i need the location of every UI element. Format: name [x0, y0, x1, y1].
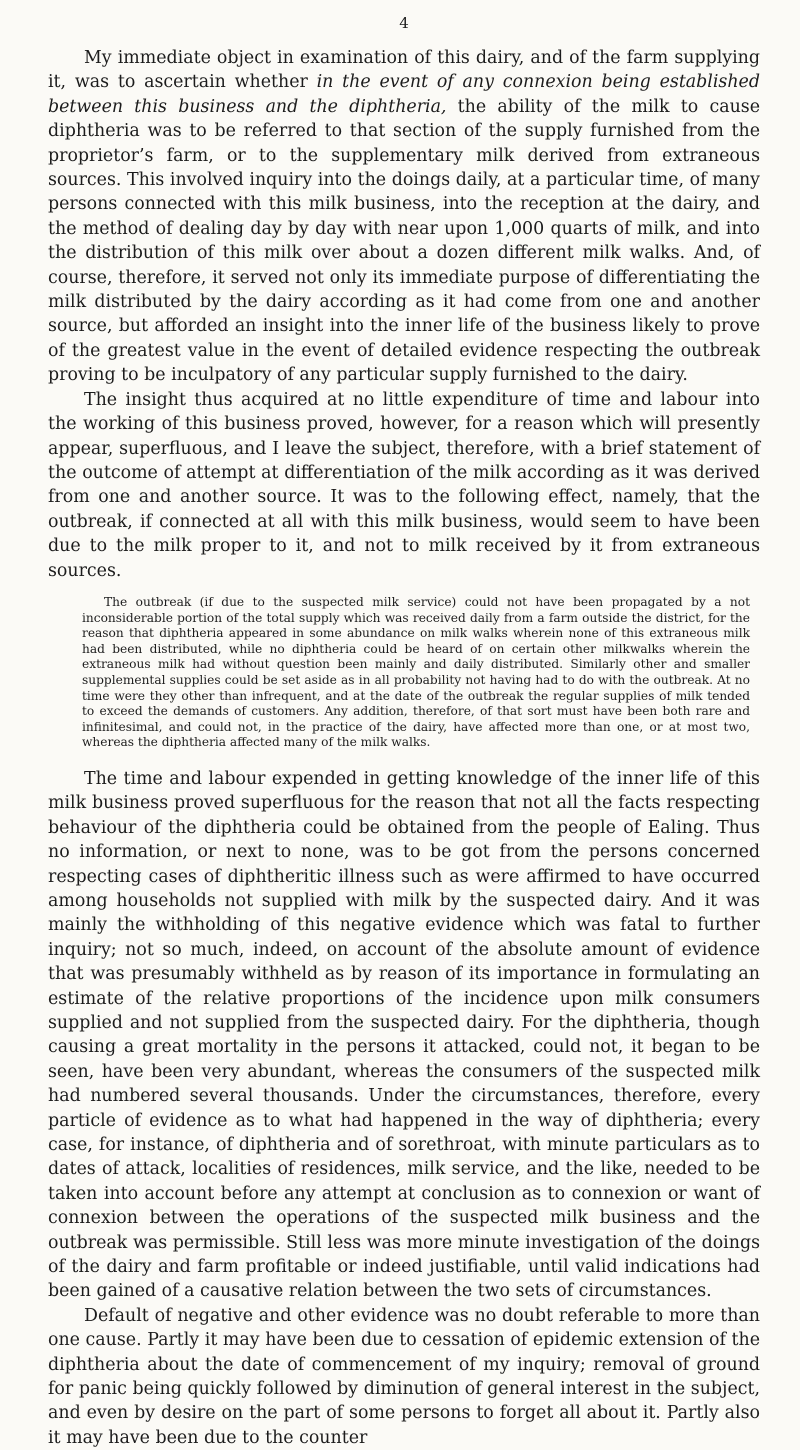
paragraph-object-of-examination [48, 46, 760, 388]
page-number: 4 [399, 14, 409, 32]
footnote-outbreak-extraneous-milk: The outbreak (if due to the suspected milk service) could not have been propagated by a not inconsiderable portion of the total supply which was received daily from a farm outside the district, for the reason that diphtheria appeared in some abundance on milk walks wherein none of this extraneous milk had been distributed, while no diphtheria could be heard of on certain other milkwalks wherein the extraneous milk had without question been mainly and daily distributed. Similarly other and smaller supplemental supplies could be set aside as in all probability not having had to do with the outbreak. At no time were they other than infrequent, and at the date of the outbreak the regular supplies of milk tended to exceed the demands of customers. Any addition, therefore, of that sort must have been both rare and infinitesimal, and could not, in the practice of the dairy, have affected more than one, or at most two, whereas the diphtheria affected many of the milk walks. [82, 594, 750, 750]
paragraph-1-italic-phrase: in the event of any connexion being established between this business and the diphtheria, [48, 72, 760, 117]
paragraph-1-text-b: the ability of the milk to cause diphtheria was to be referred to that section of the supply furnished from the proprietor’s farm, or to the supplementary milk derived from extraneous sources. This involved inquiry into the doings daily, at a particular time, of many persons connected with this milk business, into the reception at the dairy, and the method of dealing day by day with near upon 1,000 quarts of milk, and into the distribution of this milk over about a dozen different milk walks. And, of course, therefore, it served not only its immediate purpose of differentiating the milk distributed by the dairy according as it had come from one and another source, but afforded an insight into the inner life of the business likely to prove of the greatest value in the event of detailed evidence respecting the outbreak proving to be inculpatory of any particular supply furnished to the dairy. [48, 96, 760, 386]
document-page [48, 14, 760, 1450]
paragraph-time-and-labour: The time and labour expended in getting knowledge of the inner life of this milk business proved superfluous for the reason that not all the facts respecting behaviour of the diphtheria could be obtained from the people of Ealing. Thus no information, or next to none, was to be got from the persons concerned respecting cases of diphtheritic illness such as were affirmed to have occurred among households not supplied with milk by the suspected dairy. And it was mainly the withholding of this negative evidence which was fatal to further inquiry; not so much, indeed, on account of the absolute amount of evidence that was presumably withheld as by reason of its importance in formulating an estimate of the relative proportions of the incidence upon milk consumers supplied and not supplied from the suspected dairy. For the diphtheria, though causing a great mortality in the persons it attacked, could not, it began to be seen, have been very abundant, whereas the consumers of the suspected milk had numbered several thousands. Under the circumstances, therefore, every particle of evidence as to what had happened in the way of diphtheria; every case, for instance, of diphtheria and of sorethroat, with minute particulars as to dates of attack, localities of residences, milk service, and the like, needed to be taken into account before any attempt at conclusion as to connexion or want of connexion between the operations of the suspected milk business and the outbreak was permissible. Still less was more minute investigation of the doings of the dairy and farm profitable or indeed justifiable, until valid indications had been gained of a causative relation between the two sets of circumstances. [48, 768, 760, 1302]
paragraph-1-text-a: My immediate object in examination of this dairy, and of the farm supplying it, was to ascertain whether [48, 48, 760, 93]
paragraph-insight-acquired: The insight thus acquired at no little expenditure of time and labour into the working of this business proved, however, for a reason which will presently appear, superfluous, and I leave the subject, therefore, with a brief statement of the outcome of attempt at differentiation of the milk according as it was derived from one and another source. It was to the following effect, namely, that the outbreak, if connected at all with this milk business, would seem to have been due to the milk proper to it, and not to milk received by it from extraneous sources. [48, 389, 760, 581]
paragraph-default-of-evidence: Default of negative and other evidence was no doubt referable to more than one cause. Partly it may have been due to cessation of epidemic extension of the diphtheria about the date of commencement of my inquiry; removal of ground for panic being quickly followed by diminution of general interest in the subject, and even by desire on the part of some persons to forget all about it. Partly also it may have been due to the counter [48, 1305, 760, 1448]
